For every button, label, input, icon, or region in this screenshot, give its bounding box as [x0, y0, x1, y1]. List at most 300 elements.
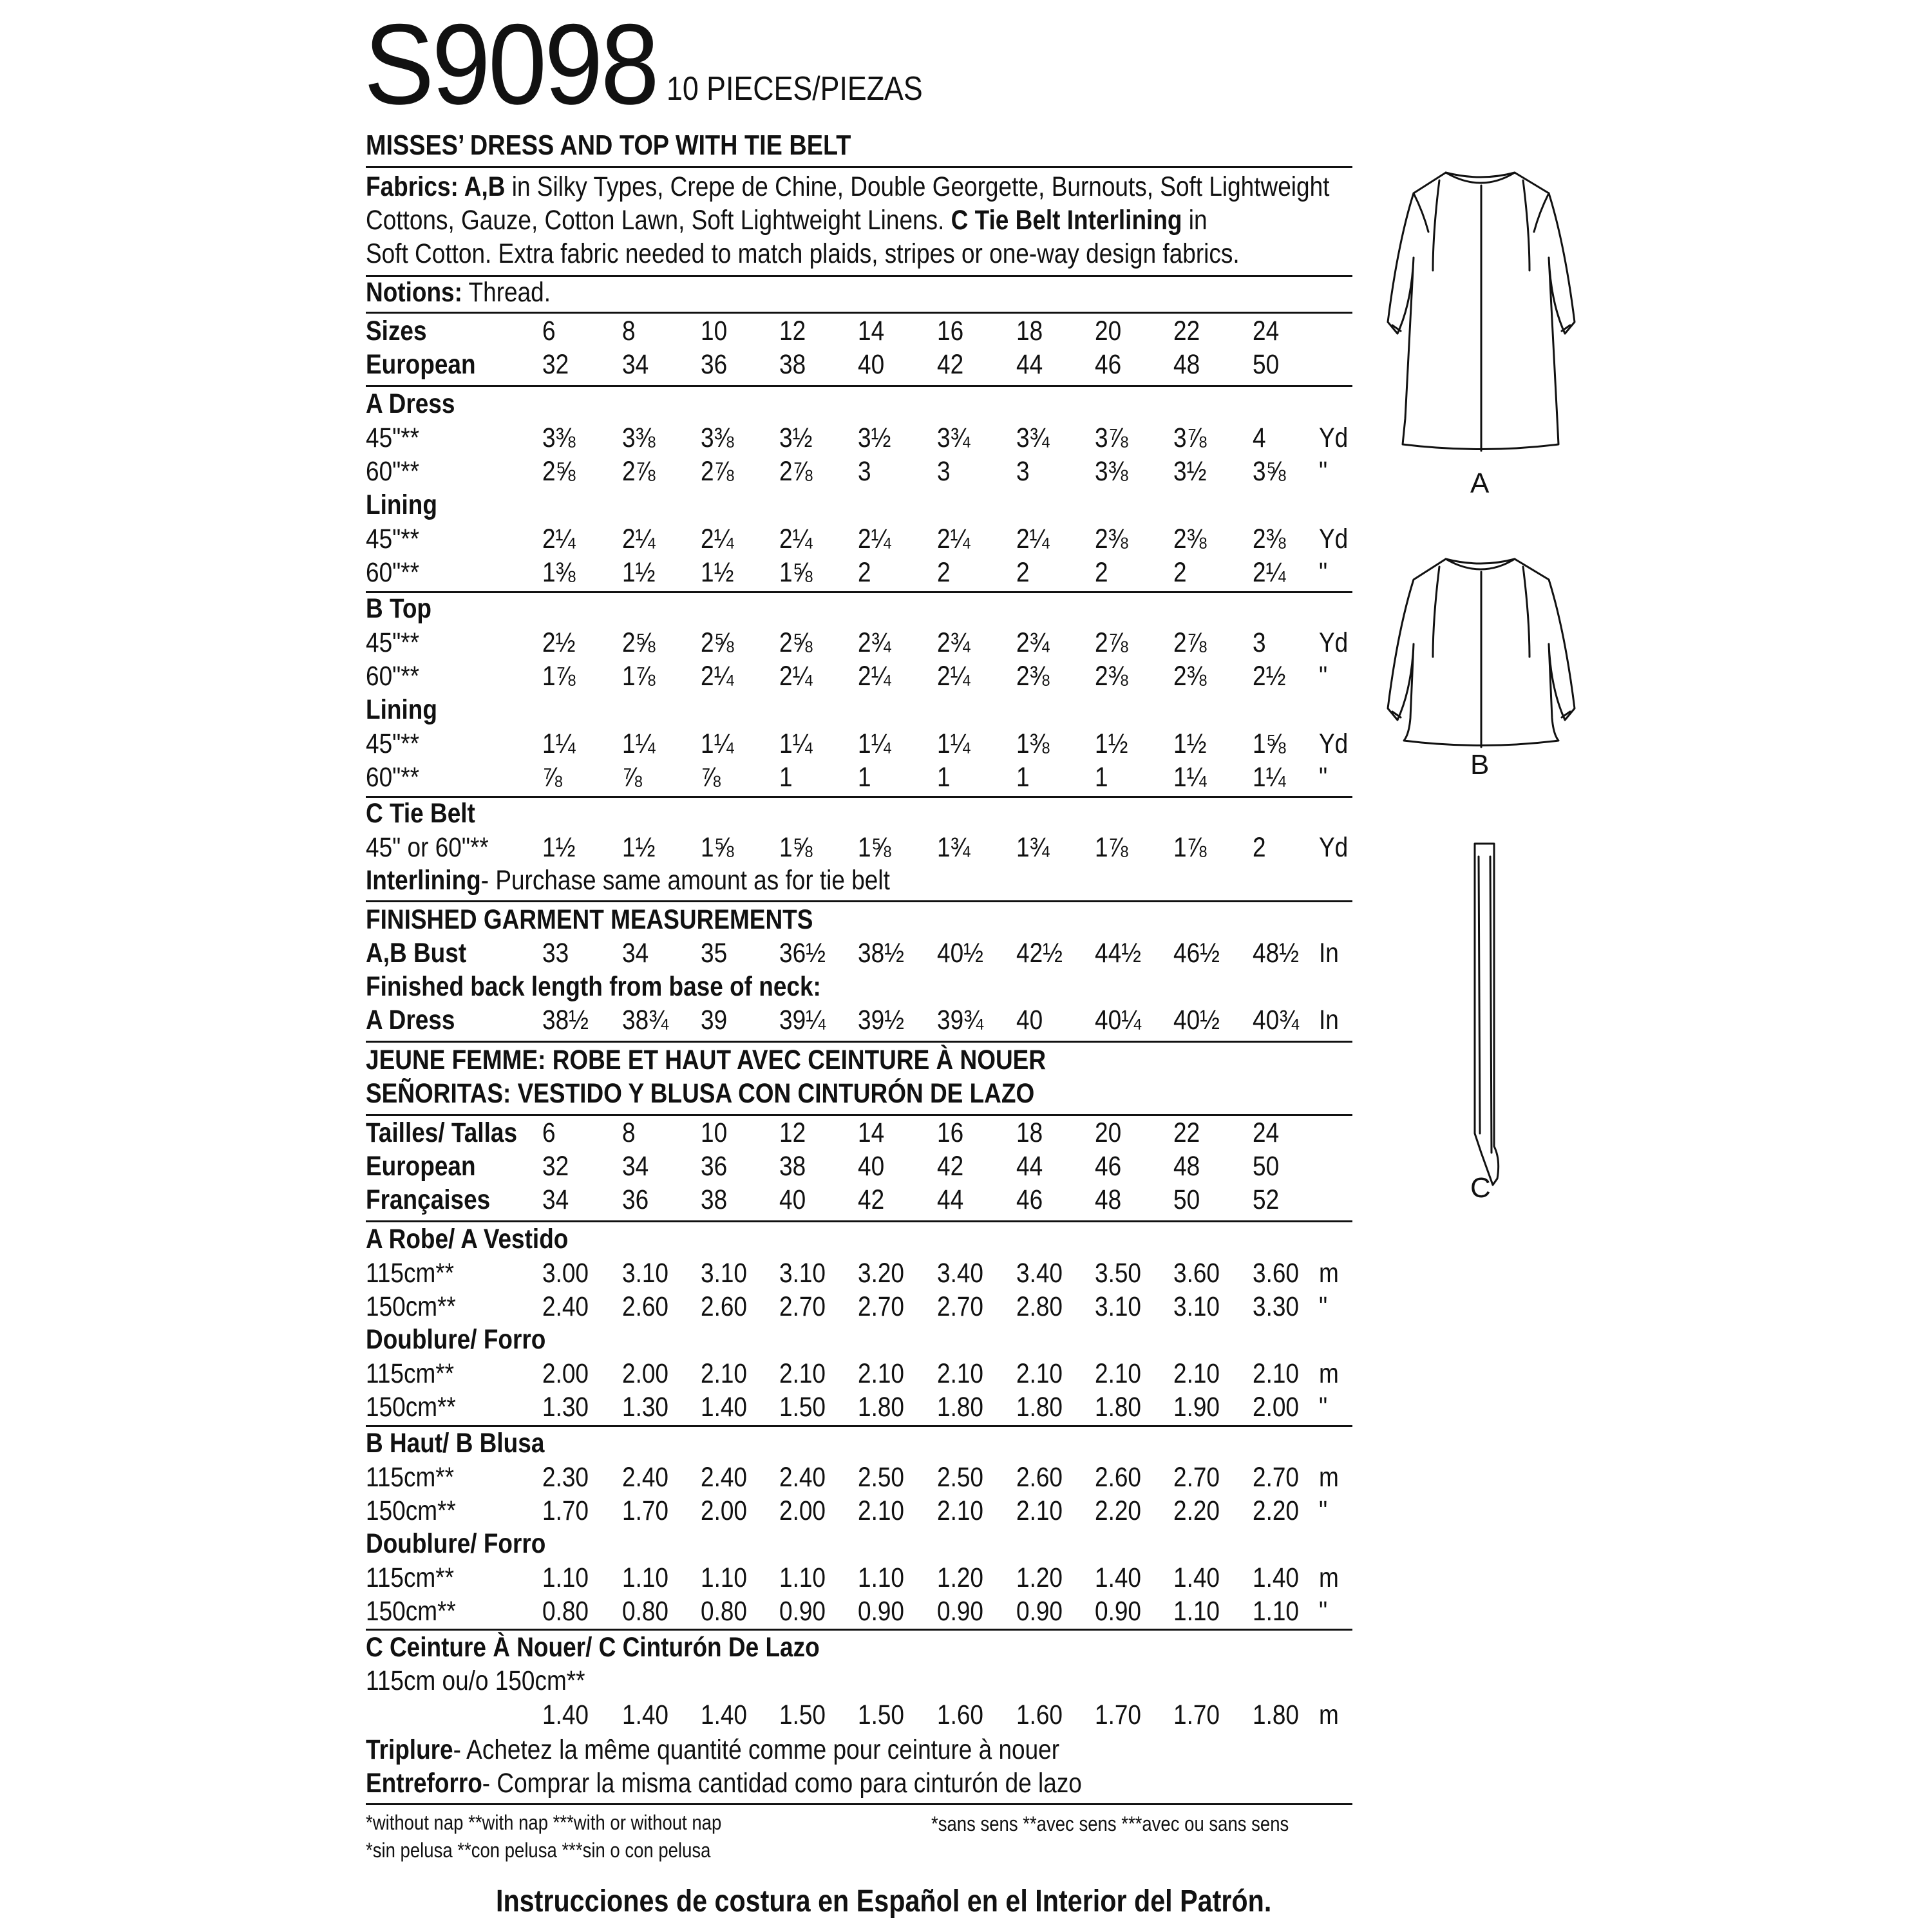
yardage-value: 3⅝: [1253, 456, 1286, 487]
yardage-value: 4: [1253, 422, 1266, 453]
row-label: 115cm**: [366, 1257, 455, 1289]
meterage-value: 2.50: [937, 1461, 983, 1493]
size-value: 14: [858, 1117, 885, 1148]
meterage-value: 2.70: [779, 1291, 826, 1322]
entreforro-text: - Comprar la misma cantidad como para cinturón de lazo: [482, 1768, 1082, 1799]
european-size-value: 32: [542, 1151, 569, 1182]
meterage-value: 2.00: [622, 1358, 668, 1389]
francaises-label: Françaises: [366, 1184, 491, 1215]
yardage-value: 2: [1173, 557, 1187, 588]
dress-length-value: 40½: [1173, 1005, 1220, 1036]
metric-heading-es: SEÑORITAS: VESTIDO Y BLUSA CON CINTURÓN DE LAZO: [366, 1078, 1035, 1109]
fabrics-line-1: [366, 170, 1329, 204]
european-size-value: 50: [1253, 1151, 1280, 1182]
yardage-value: 2⅝: [542, 456, 576, 487]
section-title: Lining: [366, 694, 437, 725]
meterage-value: 3.10: [1173, 1291, 1220, 1322]
european-size-value: 36: [701, 1151, 728, 1182]
bust-value: 33: [542, 938, 569, 969]
bust-label: A,B Bust: [366, 938, 467, 969]
meterage-value: 1.50: [779, 1392, 826, 1423]
yardage-value: 3⅞: [1173, 422, 1207, 453]
metric-heading-fr: JEUNE FEMME: ROBE ET HAUT AVEC CEINTURE À NOUER: [366, 1045, 1046, 1075]
european-size-value: 50: [1253, 349, 1280, 380]
meterage-value: 2.10: [937, 1358, 983, 1389]
european-size-value: 34: [622, 1151, 649, 1182]
divider: [366, 900, 1352, 902]
yardage-value: 2: [1095, 557, 1108, 588]
section-title: A Robe/ A Vestido: [366, 1224, 569, 1255]
size-value: 16: [937, 316, 964, 346]
yardage-value: 2⅞: [622, 456, 656, 487]
french-size-value: 44: [937, 1184, 964, 1215]
interlining-label: Interlining: [366, 865, 481, 896]
triplure-text: - Achetez la même quantité comme pour ceinture à nouer: [453, 1734, 1060, 1765]
row-label: 60"**: [366, 661, 420, 692]
row-label: 115cm**: [366, 1358, 455, 1389]
size-value: 22: [1173, 1117, 1200, 1148]
meterage-value: 2.20: [1095, 1495, 1141, 1526]
yardage-value: 2⅜: [1095, 661, 1128, 692]
yardage-value: 3¾: [937, 422, 971, 453]
sizes-label: Sizes: [366, 316, 427, 346]
triplure-label: Triplure: [366, 1734, 453, 1765]
meterage-value: 3.10: [622, 1257, 668, 1289]
footnote-english: *without nap **with nap ***with or without nap: [366, 1811, 722, 1834]
row-label: 45"**: [366, 422, 420, 453]
yardage-value: 2: [1016, 557, 1030, 588]
meterage-value: 1.80: [1016, 1392, 1063, 1423]
yardage-value: 1¾: [937, 831, 971, 863]
yardage-value: 1¼: [701, 728, 734, 759]
meterage-value: 1.10: [1173, 1596, 1220, 1627]
bust-value: 46½: [1173, 938, 1220, 969]
european-size-value: 44: [1016, 349, 1043, 380]
yardage-value: 1⅝: [701, 831, 734, 863]
meterage-value: 2.80: [1016, 1291, 1063, 1322]
european-size-value: 40: [858, 1151, 885, 1182]
yardage-value: 1⅝: [779, 831, 813, 863]
section-title: B Top: [366, 593, 432, 624]
meterage-value: 1.10: [622, 1562, 668, 1593]
size-value: 10: [701, 316, 728, 346]
yardage-value: 2: [1253, 831, 1266, 863]
unit-label: In: [1319, 938, 1339, 969]
yardage-value: 2⅜: [1173, 523, 1207, 554]
fabrics-line-3: Soft Cotton. Extra fabric needed to match plaids, stripes or one-way design fabrics.: [366, 238, 1240, 269]
french-size-value: 40: [779, 1184, 806, 1215]
belt-meterage-value: 1.60: [1016, 1700, 1063, 1730]
notions: [366, 276, 551, 309]
fabrics-text: in Silky Types, Crepe de Chine, Double Georgette, Burnouts, Soft Lightweight: [505, 171, 1330, 202]
unit-label: m: [1319, 1461, 1339, 1493]
meterage-value: 3.60: [1253, 1257, 1299, 1289]
belt-title: C Ceinture À Nouer/ C Cinturón De Lazo: [366, 1632, 820, 1663]
interlining-note: [366, 864, 890, 897]
yardage-value: 2¼: [1016, 523, 1050, 554]
yardage-value: 2⅝: [701, 627, 734, 658]
size-value: 6: [542, 316, 556, 346]
yardage-value: 2½: [542, 627, 576, 658]
yardage-value: 2¾: [1016, 627, 1050, 658]
row-label: 60"**: [366, 557, 420, 588]
meterage-value: 1.10: [701, 1562, 747, 1593]
tailles-label: Tailles/ Tallas: [366, 1117, 518, 1148]
divider: [366, 166, 1352, 168]
yardage-value: 2⅜: [1095, 523, 1128, 554]
divider: [366, 312, 1352, 314]
yardage-value: 1⅜: [542, 557, 576, 588]
size-value: 18: [1016, 316, 1043, 346]
row-label: 60"**: [366, 456, 420, 487]
yardage-value: 1: [779, 762, 793, 793]
belt-meterage-value: 1.50: [779, 1700, 826, 1730]
section-title: C Tie Belt: [366, 798, 475, 829]
bust-value: 34: [622, 938, 649, 969]
size-value: 12: [779, 316, 806, 346]
size-value: 24: [1253, 1117, 1280, 1148]
size-value: 6: [542, 1117, 556, 1148]
meterage-value: 1.80: [1095, 1392, 1141, 1423]
meterage-value: 2.00: [542, 1358, 589, 1389]
belt-meterage-value: 1.40: [701, 1700, 747, 1730]
row-label: 115cm**: [366, 1562, 455, 1593]
size-value: 20: [1095, 1117, 1122, 1148]
european-size-value: 34: [622, 349, 649, 380]
european-size-value: 36: [701, 349, 728, 380]
size-value: 24: [1253, 316, 1280, 346]
row-label: 115cm**: [366, 1461, 455, 1493]
unit-label: Yd: [1319, 523, 1349, 554]
yardage-value: 1⅞: [542, 661, 576, 692]
belt-meterage-value: 1.80: [1253, 1700, 1299, 1730]
section-title: Doublure/ Forro: [366, 1324, 546, 1355]
meterage-value: 1.30: [622, 1392, 668, 1423]
pattern-number: S9098: [364, 0, 658, 128]
meterage-value: 2.00: [779, 1495, 826, 1526]
size-value: 16: [937, 1117, 964, 1148]
meterage-value: 1.20: [1016, 1562, 1063, 1593]
yardage-value: 2¼: [858, 661, 891, 692]
yardage-value: 1½: [701, 557, 734, 588]
meterage-value: 1.70: [622, 1495, 668, 1526]
view-a-label: A: [1470, 468, 1490, 499]
unit-label: ": [1319, 1596, 1328, 1627]
dress-length-value: 40: [1016, 1005, 1043, 1036]
unit-label: ": [1319, 1495, 1328, 1526]
french-size-value: 52: [1253, 1184, 1280, 1215]
spanish-instructions-note: Instrucciones de costura en Español en el Interior del Patrón.: [496, 1884, 1272, 1918]
meterage-value: 3.40: [937, 1257, 983, 1289]
section-title: Doublure/ Forro: [366, 1528, 546, 1559]
meterage-value: 2.70: [937, 1291, 983, 1322]
row-label: 45"**: [366, 523, 420, 554]
entreforro-label: Entreforro: [366, 1768, 482, 1799]
meterage-value: 3.20: [858, 1257, 904, 1289]
yardage-value: 2¼: [779, 523, 813, 554]
yardage-value: 3½: [1173, 456, 1207, 487]
meterage-value: 1.40: [1253, 1562, 1299, 1593]
european-size-value: 42: [937, 1151, 964, 1182]
bust-value: 48½: [1253, 938, 1299, 969]
european-size-value: 38: [779, 1151, 806, 1182]
european-size-value: 46: [1095, 349, 1122, 380]
fabrics-text-2: Cottons, Gauze, Cotton Lawn, Soft Lightweight Linens.: [366, 205, 951, 236]
meterage-value: 2.10: [858, 1495, 904, 1526]
dress-length-value: 38½: [542, 1005, 589, 1036]
yardage-value: 1¾: [1016, 831, 1050, 863]
yardage-value: 3: [858, 456, 871, 487]
yardage-value: 3⅜: [1095, 456, 1128, 487]
meterage-value: 2.10: [779, 1358, 826, 1389]
bust-value: 35: [701, 938, 728, 969]
fabrics-label: Fabrics: A,B: [366, 171, 506, 202]
unit-label: m: [1319, 1257, 1339, 1289]
yardage-value: 2⅝: [622, 627, 656, 658]
yardage-value: 2⅞: [1173, 627, 1207, 658]
yardage-value: 1½: [542, 831, 576, 863]
yardage-value: 1: [937, 762, 951, 793]
meterage-value: 3.00: [542, 1257, 589, 1289]
yardage-value: 1¼: [937, 728, 971, 759]
meterage-value: 0.90: [779, 1596, 826, 1627]
unit-label: m: [1319, 1700, 1339, 1730]
finished-heading: FINISHED GARMENT MEASUREMENTS: [366, 904, 813, 935]
yardage-value: 3½: [779, 422, 813, 453]
yardage-value: 2⅝: [779, 627, 813, 658]
european-size-value: 42: [937, 349, 964, 380]
section-title: Lining: [366, 489, 437, 520]
meterage-value: 2.10: [701, 1358, 747, 1389]
yardage-value: 2¼: [701, 661, 734, 692]
yardage-value: 1: [1095, 762, 1108, 793]
yardage-value: 1⅝: [779, 557, 813, 588]
size-value: 20: [1095, 316, 1122, 346]
yardage-value: 1¼: [542, 728, 576, 759]
yardage-value: 2⅜: [1253, 523, 1286, 554]
european-size-value: 40: [858, 349, 885, 380]
pattern-title: MISSES’ DRESS AND TOP WITH TIE BELT: [366, 129, 851, 161]
dress-length-value: 39¾: [937, 1005, 983, 1036]
yardage-value: 3⅜: [542, 422, 576, 453]
meterage-value: 2.60: [622, 1291, 668, 1322]
divider: [366, 591, 1352, 593]
yardage-value: 1¼: [1253, 762, 1286, 793]
meterage-value: 2.10: [1253, 1358, 1299, 1389]
back-length-label: Finished back length from base of neck:: [366, 971, 821, 1002]
dress-length-value: 39¼: [779, 1005, 826, 1036]
row-label: 150cm**: [366, 1291, 456, 1322]
meterage-value: 0.90: [858, 1596, 904, 1627]
footnote-spanish: *sin pelusa **con pelusa ***sin o con pelusa: [366, 1839, 711, 1862]
triplure-note: [366, 1733, 1059, 1766]
yardage-value: 1½: [622, 557, 656, 588]
yardage-value: 2⅞: [701, 456, 734, 487]
meterage-value: 3.50: [1095, 1257, 1141, 1289]
size-value: 14: [858, 316, 885, 346]
meterage-value: 1.10: [858, 1562, 904, 1593]
meterage-value: 3.10: [779, 1257, 826, 1289]
meterage-value: 2.70: [1173, 1461, 1220, 1493]
french-size-value: 34: [542, 1184, 569, 1215]
section-title: A Dress: [366, 388, 455, 419]
yardage-value: 3⅜: [622, 422, 656, 453]
row-label: 45"**: [366, 728, 420, 759]
yardage-value: ⅞: [542, 762, 562, 793]
yardage-value: 1⅝: [858, 831, 891, 863]
size-value: 22: [1173, 316, 1200, 346]
unit-label: In: [1319, 1005, 1339, 1036]
bust-value: 44½: [1095, 938, 1141, 969]
unit-label: Yd: [1319, 627, 1349, 658]
dress-length-label: A Dress: [366, 1005, 455, 1036]
row-label: 150cm**: [366, 1392, 456, 1423]
meterage-value: 2.00: [701, 1495, 747, 1526]
divider: [366, 796, 1352, 798]
meterage-value: 0.80: [542, 1596, 589, 1627]
european-size-value: 32: [542, 349, 569, 380]
yardage-value: 2: [858, 557, 871, 588]
yardage-value: ⅞: [622, 762, 642, 793]
divider: [366, 385, 1352, 387]
meterage-value: 0.90: [1095, 1596, 1141, 1627]
european-size-value: 48: [1173, 1151, 1200, 1182]
bust-value: 40½: [937, 938, 983, 969]
meterage-value: 3.30: [1253, 1291, 1299, 1322]
unit-label: ": [1319, 456, 1328, 487]
meterage-value: 1.90: [1173, 1392, 1220, 1423]
unit-label: ": [1319, 762, 1328, 793]
yardage-value: 1¼: [858, 728, 891, 759]
meterage-value: 1.10: [542, 1562, 589, 1593]
size-value: 10: [701, 1117, 728, 1148]
meterage-value: 1.80: [937, 1392, 983, 1423]
meterage-value: 2.20: [1173, 1495, 1220, 1526]
dress-length-value: 39: [701, 1005, 728, 1036]
divider: [366, 1041, 1352, 1043]
yardage-value: 2⅜: [1016, 661, 1050, 692]
yardage-value: 2¾: [858, 627, 891, 658]
bust-value: 36½: [779, 938, 826, 969]
unit-label: ": [1319, 557, 1328, 588]
notions-text: Thread.: [462, 277, 551, 308]
divider: [366, 1425, 1352, 1427]
meterage-value: 1.10: [1253, 1596, 1299, 1627]
meterage-value: 2.60: [1095, 1461, 1141, 1493]
yardage-value: 1¼: [779, 728, 813, 759]
yardage-value: 2⅜: [1173, 661, 1207, 692]
belt-meterage-value: 1.40: [622, 1700, 668, 1730]
meterage-value: 1.40: [701, 1392, 747, 1423]
french-size-value: 36: [622, 1184, 649, 1215]
belt-meterage-value: 1.40: [542, 1700, 589, 1730]
yardage-value: 1½: [622, 831, 656, 863]
meterage-value: 0.80: [622, 1596, 668, 1627]
row-label: 45"**: [366, 627, 420, 658]
meterage-value: 2.20: [1253, 1495, 1299, 1526]
meterage-value: 1.10: [779, 1562, 826, 1593]
yardage-value: 1½: [1173, 728, 1207, 759]
meterage-value: 2.50: [858, 1461, 904, 1493]
meterage-value: 2.10: [937, 1495, 983, 1526]
yardage-value: 3½: [858, 422, 891, 453]
unit-label: m: [1319, 1358, 1339, 1389]
dress-length-value: 40¼: [1095, 1005, 1141, 1036]
yardage-value: 1: [1016, 762, 1030, 793]
size-value: 18: [1016, 1117, 1043, 1148]
yardage-value: 2¼: [542, 523, 576, 554]
yardage-value: 2⅞: [779, 456, 813, 487]
yardage-value: 1: [858, 762, 871, 793]
unit-label: ": [1319, 661, 1328, 692]
size-value: 12: [779, 1117, 806, 1148]
dress-length-value: 40¾: [1253, 1005, 1299, 1036]
interlining-note-label: C Tie Belt Interlining: [951, 205, 1182, 236]
yardage-value: 3⅜: [701, 422, 734, 453]
fabrics-text-2-tail: in: [1182, 205, 1208, 236]
meterage-value: 0.90: [1016, 1596, 1063, 1627]
european-label: European: [366, 1151, 476, 1182]
yardage-value: 3: [1253, 627, 1266, 658]
dress-length-value: 38¾: [622, 1005, 668, 1036]
meterage-value: 2.40: [779, 1461, 826, 1493]
yardage-value: 3: [1016, 456, 1030, 487]
belt-fabric-label: 115cm ou/o 150cm**: [366, 1665, 585, 1696]
meterage-value: 1.30: [542, 1392, 589, 1423]
french-size-value: 46: [1016, 1184, 1043, 1215]
meterage-value: 0.90: [937, 1596, 983, 1627]
yardage-value: 2: [937, 557, 951, 588]
yardage-value: ⅞: [701, 762, 721, 793]
footnote-french: *sans sens **avec sens ***avec ou sans sens: [931, 1812, 1289, 1835]
french-size-value: 42: [858, 1184, 885, 1215]
yardage-value: 2¾: [937, 627, 971, 658]
yardage-value: 2¼: [779, 661, 813, 692]
meterage-value: 2.10: [1016, 1495, 1063, 1526]
unit-label: ": [1319, 1291, 1328, 1322]
notions-label: Notions:: [366, 277, 462, 308]
meterage-value: 1.70: [542, 1495, 589, 1526]
dress-length-value: 39½: [858, 1005, 904, 1036]
meterage-value: 1.40: [1095, 1562, 1141, 1593]
view-c-label: C: [1470, 1172, 1491, 1204]
european-size-value: 48: [1173, 349, 1200, 380]
meterage-value: 2.40: [701, 1461, 747, 1493]
meterage-value: 0.80: [701, 1596, 747, 1627]
yardage-value: 2¼: [701, 523, 734, 554]
meterage-value: 3.10: [1095, 1291, 1141, 1322]
yardage-value: 3⅞: [1095, 422, 1128, 453]
french-size-value: 38: [701, 1184, 728, 1215]
yardage-value: 1⅞: [1173, 831, 1207, 863]
yardage-value: 3¾: [1016, 422, 1050, 453]
yardage-value: 2¼: [858, 523, 891, 554]
divider: [366, 1803, 1352, 1805]
french-size-value: 50: [1173, 1184, 1200, 1215]
meterage-value: 2.70: [858, 1291, 904, 1322]
meterage-value: 2.10: [1016, 1358, 1063, 1389]
european-size-value: 46: [1095, 1151, 1122, 1182]
yardage-value: 2½: [1253, 661, 1286, 692]
european-size-value: 44: [1016, 1151, 1043, 1182]
yardage-value: 3: [937, 456, 951, 487]
meterage-value: 3.60: [1173, 1257, 1220, 1289]
meterage-value: 2.10: [858, 1358, 904, 1389]
pieces-count: 10 PIECES/PIEZAS: [667, 70, 923, 108]
meterage-value: 2.40: [542, 1291, 589, 1322]
yardage-value: 2¼: [937, 661, 971, 692]
belt-meterage-value: 1.70: [1095, 1700, 1141, 1730]
